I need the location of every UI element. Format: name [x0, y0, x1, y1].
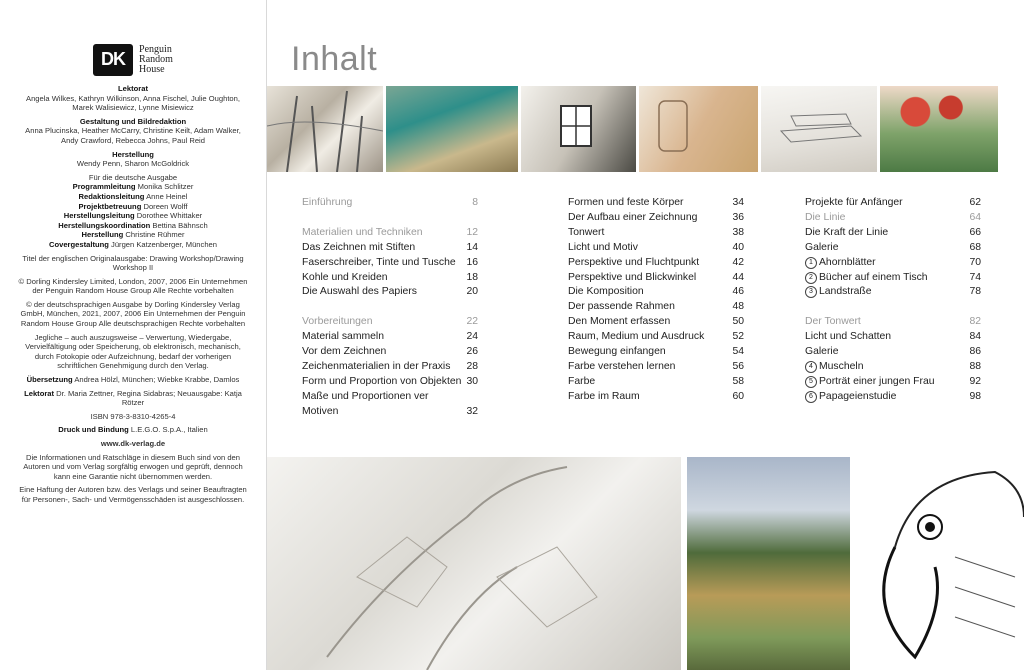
toc-page-number: 14	[466, 241, 478, 253]
toc-entry-title: Licht und Motiv	[568, 241, 638, 253]
toc-entry[interactable]	[568, 211, 744, 226]
toc-page-number: 32	[466, 405, 478, 417]
toc-page-number: 88	[969, 360, 981, 372]
image-jar-drawing	[639, 86, 758, 172]
toc-page-number: 12	[466, 226, 478, 238]
penguin-random-house-wordmark: Penguin Random House	[139, 44, 173, 75]
toc-entry-title: Vorbereitungen	[302, 316, 373, 328]
lektorat2-block: Lektorat Dr. Maria Zettner, Regina Sidabras; Neuausgabe: Katja Rötzer	[24, 388, 242, 408]
toc-entry-title: Perspektive und Blickwinkel	[568, 271, 697, 283]
image-flowers-painting	[880, 86, 998, 172]
toc-section-heading[interactable]	[805, 211, 981, 226]
toc-entry[interactable]	[302, 285, 478, 300]
toc-entry[interactable]	[805, 271, 981, 286]
toc-entry[interactable]	[568, 315, 744, 330]
copyright-de: © der deutschsprachigen Ausgabe by Dorling Kindersley Verlag GmbH, München, 2021, 2007, 2006 Ein Unternehmen der Penguin Random House Group Alle deutschsprachigen Rechte vorbehalten	[20, 299, 246, 329]
disclaimer-1: Die Informationen und Ratschläge in diesem Buch sind von den Autoren und vom Verlag sorgfältig erwogen und geprüft, dennoch kann eine Garantie nicht übernommen werden.	[23, 452, 243, 481]
toc-page-number: 42	[732, 256, 744, 268]
page-title: Inhalt	[291, 40, 378, 78]
toc-page-number: 26	[466, 346, 478, 358]
toc-page-number: 74	[969, 271, 981, 283]
toc-entry[interactable]	[568, 360, 744, 375]
toc-page-number: 34	[732, 197, 744, 208]
original-title: Titel der englischen Originalausgabe: Drawing Workshop/Drawing Workshop II	[22, 253, 244, 273]
toc-spacer	[302, 300, 478, 315]
toc-page-number: 48	[732, 301, 744, 313]
toc-entry-title: 2 Bücher auf einem Tisch	[805, 271, 928, 286]
toc-page-number: 28	[466, 360, 478, 372]
toc-entry[interactable]	[568, 271, 744, 286]
toc-entry-title: 4 Muscheln	[805, 360, 863, 375]
toc-spacer	[302, 211, 478, 226]
toc-entry[interactable]	[302, 360, 478, 375]
toc-entry[interactable]	[568, 196, 744, 211]
project-number-badge: 4	[805, 361, 817, 373]
copyright-uk: © Dorling Kindersley Limited, London, 2007, 2006 Ein Unternehmen der Penguin Random House Group Alle Rechte vorbehalten	[18, 276, 248, 296]
parrot-sketch-icon	[855, 457, 1024, 670]
toc-page-number: 70	[969, 256, 981, 268]
toc-column-1	[302, 196, 478, 420]
toc-entry[interactable]	[805, 345, 981, 360]
image-coast-painting	[386, 86, 518, 172]
toc-entry-title: Die Linie	[805, 211, 846, 223]
toc-entry[interactable]	[568, 256, 744, 271]
toc-page-number: 82	[969, 316, 981, 328]
toc-entry[interactable]	[302, 375, 478, 390]
toc-entry[interactable]	[568, 226, 744, 241]
toc-entry-title: Bewegung einfangen	[568, 346, 666, 358]
toc-entry[interactable]	[805, 241, 981, 256]
toc-spacer	[805, 300, 981, 315]
toc-entry[interactable]	[302, 241, 478, 256]
toc-entry[interactable]	[805, 226, 981, 241]
toc-page-number: 36	[732, 211, 744, 223]
toc-entry[interactable]	[302, 345, 478, 360]
imprint-text	[0, 84, 266, 505]
toc-entry[interactable]	[568, 390, 744, 405]
image-parrot-drawing	[855, 457, 1024, 670]
toc-page-number: 92	[969, 375, 981, 387]
toc-entry-title: Materialien und Techniken	[302, 226, 423, 238]
project-number-badge: 3	[805, 286, 817, 298]
herstellung-block: Herstellung Wendy Penn, Sharon McGoldrick	[76, 149, 190, 169]
contents-page	[267, 0, 1024, 670]
toc-page-number: 20	[466, 286, 478, 298]
toc-entry[interactable]	[568, 300, 744, 315]
toc-page-number: 64	[969, 211, 981, 223]
toc-column-3	[805, 196, 981, 405]
toc-entry-title: Die Kraft der Linie	[805, 226, 889, 238]
toc-entry[interactable]	[805, 360, 981, 375]
toc-page-number: 30	[466, 375, 478, 387]
toc-page-number: 78	[969, 286, 981, 298]
project-number-badge: 1	[805, 257, 817, 269]
toc-entry-title: Projekte für Anfänger	[805, 197, 903, 208]
toc-entry[interactable]	[302, 330, 478, 345]
toc-entry[interactable]	[805, 256, 981, 271]
lektorat-block: Lektorat Angela Wilkes, Kathryn Wilkinson, Anna Fischel, Julie Oughton, Marek Walisiewicz, Lynne Misiewicz	[26, 84, 240, 113]
german-edition-block: Für die deutsche Ausgabe Programmleitung Monika Schlitzer Redaktionsleitung Anne Heinel Projektbetreuung Doreen Wolff Herstellungsleitung Dorothee Whittaker Herstellungskoordination Bettina Bähnsch Herstellung Christine Rühmer Covergestaltung Jürgen Katzenberger, München	[48, 172, 217, 249]
toc-entry[interactable]	[805, 390, 981, 405]
toc-entry[interactable]	[805, 285, 981, 300]
toc-page-number: 60	[732, 390, 744, 402]
toc-section-heading[interactable]	[805, 315, 981, 330]
toc-page-number: 18	[466, 271, 478, 283]
books-sketch-icon	[761, 86, 877, 172]
toc-page-number: 98	[969, 390, 981, 402]
jar-sketch-icon	[639, 86, 758, 172]
dk-logo: DK	[93, 44, 133, 76]
toc-entry-title: Vor dem Zeichnen	[302, 346, 387, 358]
toc-entry-title: Der Aufbau einer Zeichnung	[568, 211, 698, 223]
toc-entry[interactable]	[568, 330, 744, 345]
toc-entry[interactable]	[302, 405, 478, 420]
toc-page-number: 58	[732, 375, 744, 387]
toc-entry-title: Farbe verstehen lernen	[568, 360, 676, 372]
toc-page-number: 46	[732, 286, 744, 298]
toc-page-number: 22	[466, 316, 478, 328]
toc-page-number: 50	[732, 316, 744, 328]
toc-entry-title: Galerie	[805, 346, 839, 358]
toc-section-heading[interactable]	[302, 196, 478, 211]
toc-entry-title: Der passende Rahmen	[568, 301, 675, 313]
window-sketch-icon	[521, 86, 636, 172]
website-link[interactable]: www.dk-verlag.de	[100, 439, 166, 448]
toc-section-heading[interactable]	[302, 226, 478, 241]
gestaltung-block: Gestaltung und Bildredaktion Anna Plucinska, Heather McCarry, Christine Keilt, Adam Walker, Andy Crawford, Rebecca Johns, Paul Reid	[25, 116, 241, 145]
print-block: Druck und Bindung L.E.G.O. S.p.A., Italien	[58, 425, 208, 435]
isbn: ISBN 978-3-8310-4265-4	[90, 411, 176, 421]
image-tree-sketch	[267, 86, 383, 172]
toc-entry-title: Raum, Medium und Ausdruck	[568, 331, 705, 343]
translation-block: Übersetzung Andrea Hölzl, München; Wiebke Krabbe, Damlos	[26, 375, 240, 385]
toc-entry-title: 1 Ahornblätter	[805, 256, 876, 271]
disclaimer-2: Eine Haftung der Autoren bzw. des Verlags und seiner Beauftragten für Personen-, Sach- und Vermögensschäden ist ausgeschlossen.	[19, 485, 247, 504]
toc-entry[interactable]	[805, 330, 981, 345]
toc-entry-title: Die Auswahl des Papiers	[302, 286, 417, 298]
image-maple-leaves-drawing	[267, 457, 681, 670]
toc-entry-title: Maße und Proportionen ver	[302, 390, 429, 402]
toc-entry-title: 5 Porträt einer jungen Frau	[805, 375, 935, 390]
toc-entry-title: Die Komposition	[568, 286, 644, 298]
project-number-badge: 6	[805, 391, 817, 403]
imprint-column	[0, 0, 267, 670]
toc-entry[interactable]	[302, 390, 478, 405]
toc-page-number: 38	[732, 226, 744, 238]
maple-leaves-sketch-icon	[267, 457, 681, 670]
toc-page-number: 24	[466, 331, 478, 343]
toc-page-number: 44	[732, 271, 744, 283]
toc-page-number: 56	[732, 360, 744, 372]
toc-entry-title: Perspektive und Fluchtpunkt	[568, 256, 700, 268]
toc-entry[interactable]	[568, 285, 744, 300]
project-number-badge: 5	[805, 376, 817, 388]
toc-entry-title: Das Zeichnen mit Stiften	[302, 241, 416, 253]
rights-notice: Jegliche – auch auszugsweise – Verwertung, Wiedergabe, Vervielfältigung oder Speicherung, ob elektronisch, mechanisch, durch Fotokopie oder Aufzeichnung, bedarf der vorherigen schriftlichen Genehmigung durch den Verlag.	[25, 332, 241, 371]
toc-entry-title: Den Moment erfassen	[568, 316, 671, 328]
toc-entry-title: Tonwert	[568, 226, 605, 238]
toc-column-2	[568, 196, 744, 405]
toc-page-number: 66	[969, 226, 981, 238]
toc-entry-title: Form und Proportion von Objekten	[302, 375, 462, 387]
toc-entry[interactable]	[302, 256, 478, 271]
toc-page-number: 52	[732, 331, 744, 343]
toc-entry[interactable]	[568, 375, 744, 390]
toc-entry[interactable]	[568, 345, 744, 360]
toc-entry-title: 3 Landstraße	[805, 285, 872, 300]
toc-page-number: 62	[969, 197, 981, 208]
toc-entry[interactable]	[805, 196, 981, 211]
toc-entry-title: Galerie	[805, 241, 839, 253]
image-landscape-painting	[687, 457, 850, 670]
toc-page-number: 86	[969, 346, 981, 358]
toc-entry-title: Formen und feste Körper	[568, 197, 684, 208]
toc-section-heading[interactable]	[302, 315, 478, 330]
toc-page-number: 68	[969, 241, 981, 253]
toc-entry-title: Licht und Schatten	[805, 331, 892, 343]
image-books-drawing	[761, 86, 877, 172]
toc-entry[interactable]	[302, 271, 478, 286]
toc-entry[interactable]	[568, 241, 744, 256]
toc-page-number: 84	[969, 331, 981, 343]
image-house-sketch	[521, 86, 636, 172]
publisher-logo	[0, 44, 266, 76]
toc-entry-title: Farbe im Raum	[568, 390, 640, 402]
toc-entry-title: Farbe	[568, 375, 596, 387]
tree-sketch-icon	[267, 86, 383, 172]
toc-page-number: 40	[732, 241, 744, 253]
toc-entry-title: 6 Papageienstudie	[805, 390, 896, 405]
project-number-badge: 2	[805, 272, 817, 284]
toc-entry[interactable]	[805, 375, 981, 390]
toc-page-number: 8	[472, 197, 478, 208]
toc-entry-title: Kohle und Kreiden	[302, 271, 388, 283]
toc-entry-title: Der Tonwert	[805, 316, 861, 328]
toc-entry-title: Material sammeln	[302, 331, 384, 343]
toc-entry-title: Faserschreiber, Tinte und Tusche	[302, 256, 456, 268]
toc-page-number: 16	[466, 256, 478, 268]
toc-entry-title: Einführung	[302, 197, 353, 208]
toc-page-number: 54	[732, 346, 744, 358]
toc-entry-title: Zeichenmaterialien in der Praxis	[302, 360, 451, 372]
toc-entry-title: Motiven	[302, 405, 339, 417]
